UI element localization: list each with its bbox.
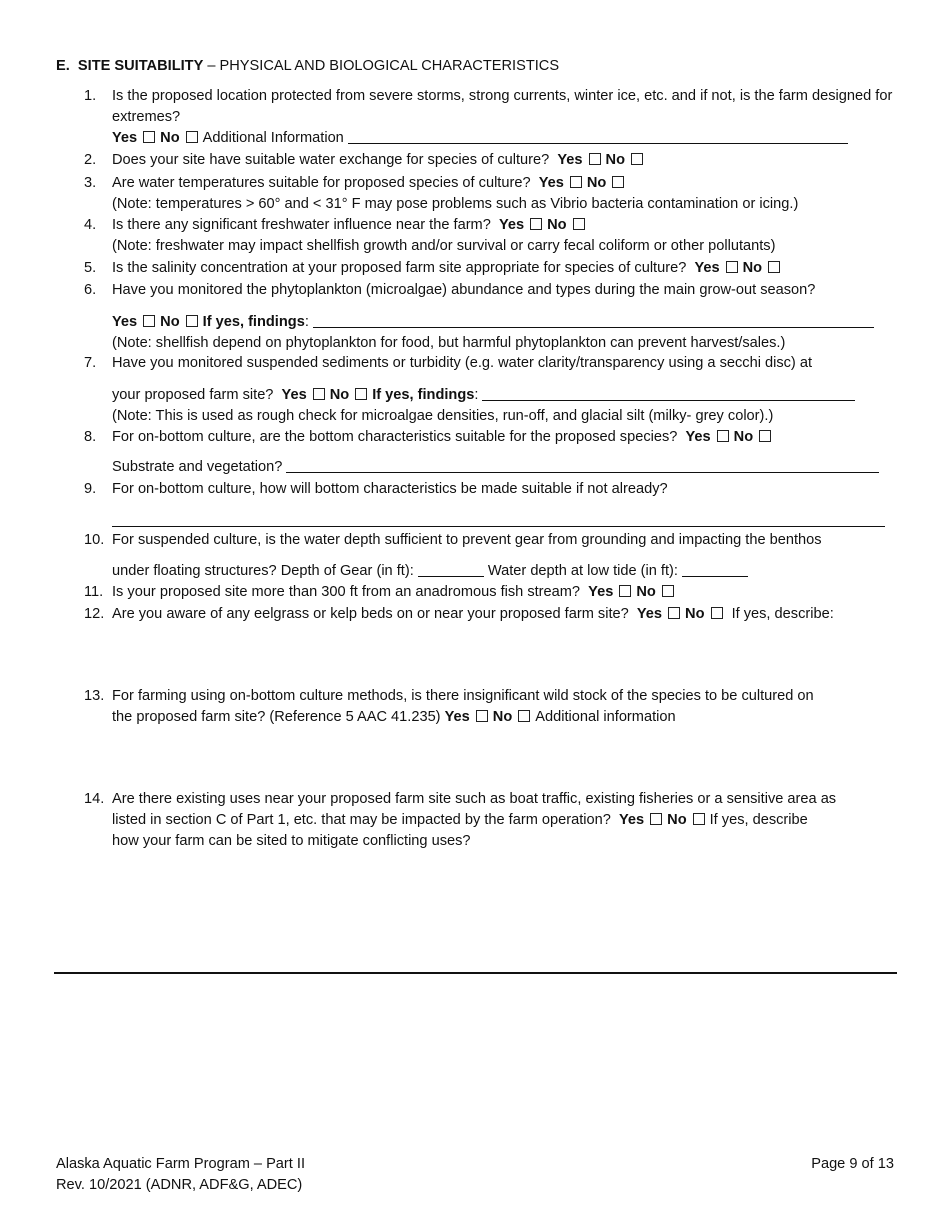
no-label: No — [160, 314, 180, 330]
question-text-cont: your proposed farm site? — [112, 387, 274, 403]
no-label: No — [160, 130, 180, 146]
question-number: 1. — [84, 88, 97, 104]
footer-divider — [54, 972, 897, 974]
no-checkbox[interactable] — [711, 607, 723, 619]
no-checkbox[interactable] — [186, 315, 198, 327]
no-checkbox[interactable] — [186, 131, 198, 143]
section-title-bold: SITE SUITABILITY — [77, 58, 204, 74]
yes-label: Yes — [444, 709, 470, 725]
additional-info-field[interactable] — [348, 128, 848, 144]
question-text: Are water temperatures suitable for proposed species of culture? — [112, 175, 531, 191]
question-number: 4. — [84, 217, 97, 233]
no-checkbox[interactable] — [631, 153, 643, 165]
question-text: Have you monitored the phytoplankton (microalgae) abundance and types during the main grow-out season? — [112, 282, 816, 298]
findings-field[interactable] — [313, 312, 874, 328]
yes-checkbox[interactable] — [717, 430, 729, 442]
yes-label: Yes — [636, 606, 663, 622]
no-label: No — [685, 606, 705, 622]
yes-label: Yes — [498, 217, 525, 233]
gear-depth-field[interactable] — [418, 561, 484, 577]
question-note: (Note: temperatures > 60° and < 31° F may pose problems such as Vibrio bacteria contamination or icing.) — [112, 196, 799, 212]
no-label: No — [636, 584, 656, 600]
section-title-rest: – PHYSICAL AND BIOLOGICAL CHARACTERISTICS — [203, 58, 560, 74]
no-label: No — [667, 812, 687, 828]
question-text: Are there existing uses near your proposed farm site such as boat traffic, existing fisheries or a sensitive area as — [112, 791, 837, 807]
question-note: (Note: freshwater may impact shellfish growth and/or survival or carry fecal coliform or other pollutants) — [112, 238, 776, 254]
question-number: 13. — [84, 688, 105, 704]
no-checkbox[interactable] — [662, 585, 674, 597]
substrate-field[interactable] — [286, 457, 879, 473]
no-checkbox[interactable] — [573, 218, 585, 230]
yes-label: Yes — [588, 584, 614, 600]
additional-info-label: Additional information — [535, 709, 676, 725]
no-checkbox[interactable] — [355, 388, 367, 400]
colon: : — [304, 314, 309, 330]
no-label: No — [733, 429, 754, 445]
question-text-cont: listed in section C of Part 1, etc. that may be impacted by the farm operation? — [112, 812, 611, 828]
question-text: Are you aware of any eelgrass or kelp beds on or near your proposed farm site? — [112, 606, 629, 622]
question-number: 2. — [84, 152, 97, 168]
question-note: (Note: shellfish depend on phytoplankton for food, but harmful phytoplankton can prevent harvest/sales.) — [112, 335, 786, 351]
yes-checkbox[interactable] — [589, 153, 601, 165]
question-text: Is your proposed site more than 300 ft from an anadromous fish stream? — [112, 584, 581, 600]
no-checkbox[interactable] — [693, 813, 705, 825]
substrate-label: Substrate and vegetation? — [112, 459, 283, 475]
yes-checkbox[interactable] — [570, 176, 582, 188]
no-label: No — [492, 709, 513, 725]
question-text-end: how your farm can be sited to mitigate conflicting uses? — [112, 833, 471, 849]
yes-checkbox[interactable] — [476, 710, 488, 722]
yes-label: Yes — [538, 175, 564, 191]
no-label: No — [547, 217, 567, 233]
footer-program: Alaska Aquatic Farm Program – Part II — [56, 1156, 305, 1172]
gear-depth-label: under floating structures? Depth of Gear (in ft): — [112, 563, 414, 579]
no-checkbox[interactable] — [612, 176, 624, 188]
question-number: 9. — [84, 481, 97, 497]
question-text: Is the salinity concentration at your proposed farm site appropriate for species of culture? — [112, 260, 687, 276]
question-number: 10. — [84, 532, 105, 548]
question-number: 6. — [84, 282, 97, 298]
question-text: For on-bottom culture, how will bottom characteristics be made suitable if not already? — [112, 481, 668, 497]
yes-label: Yes — [112, 130, 138, 146]
findings-field[interactable] — [482, 385, 855, 401]
yes-checkbox[interactable] — [650, 813, 662, 825]
yes-label: Yes — [557, 152, 583, 168]
question-text: Is there any significant freshwater influence near the farm? — [112, 217, 491, 233]
no-label: No — [742, 260, 763, 276]
low-tide-depth-label: Water depth at low tide (in ft): — [483, 563, 678, 579]
no-label: No — [605, 152, 625, 168]
no-checkbox[interactable] — [768, 261, 780, 273]
question-text: Have you monitored suspended sediments or turbidity (e.g. water clarity/transparency using a secchi disc) at — [112, 355, 813, 371]
yes-checkbox[interactable] — [619, 585, 631, 597]
yes-label: Yes — [694, 260, 720, 276]
yes-label: Yes — [281, 387, 307, 403]
question-text: Is the proposed location protected from severe storms, strong currents, winter ice, etc. and if not, is the farm designed for extremes? — [112, 88, 893, 125]
low-tide-depth-field[interactable] — [682, 561, 748, 577]
question-text: Does your site have suitable water exchange for species of culture? — [112, 152, 550, 168]
section-heading — [56, 56, 559, 77]
findings-label: If yes, findings — [372, 387, 475, 403]
question-number: 7. — [84, 355, 97, 371]
yes-label: Yes — [618, 812, 645, 828]
footer-page-number: Page 9 of 13 — [811, 1156, 894, 1172]
question-number: 3. — [84, 175, 97, 191]
question-number: 14. — [84, 791, 105, 807]
yes-checkbox[interactable] — [143, 131, 155, 143]
no-checkbox[interactable] — [759, 430, 771, 442]
question-text: For on-bottom culture, are the bottom characteristics suitable for the proposed species? — [112, 429, 678, 445]
question-number: 11. — [84, 584, 104, 600]
section-letter: E. — [56, 58, 70, 74]
question-note: (Note: This is used as rough check for microalgae densities, run-off, and glacial silt (milky- grey color).) — [112, 408, 774, 424]
question-text: For suspended culture, is the water depth sufficient to prevent gear from grounding and impacting the benthos — [112, 532, 822, 548]
question-number: 8. — [84, 429, 97, 445]
yes-checkbox[interactable] — [726, 261, 738, 273]
question-number: 12. — [84, 606, 105, 622]
no-label: No — [329, 387, 350, 403]
footer-left — [56, 1154, 305, 1196]
yes-checkbox[interactable] — [313, 388, 325, 400]
findings-label: If yes, findings — [202, 314, 305, 330]
question-text: For farming using on-bottom culture methods, is there insignificant wild stock of the species to be cultured on — [112, 688, 814, 704]
no-checkbox[interactable] — [518, 710, 530, 722]
yes-checkbox[interactable] — [530, 218, 542, 230]
describe-label: If yes, describe — [709, 812, 808, 828]
no-label: No — [586, 175, 607, 191]
answer-field[interactable] — [112, 508, 885, 527]
question-number: 5. — [84, 260, 97, 276]
question-text-cont: the proposed farm site? (Reference 5 AAC 41.235) — [112, 709, 441, 725]
additional-info-label: Additional Information — [202, 130, 344, 146]
describe-label: If yes, describe: — [731, 606, 834, 622]
yes-checkbox[interactable] — [668, 607, 680, 619]
yes-label: Yes — [112, 314, 138, 330]
yes-label: Yes — [685, 429, 711, 445]
footer-revision: Rev. 10/2021 (ADNR, ADF&G, ADEC) — [56, 1177, 303, 1193]
yes-checkbox[interactable] — [143, 315, 155, 327]
colon: : — [474, 387, 479, 403]
